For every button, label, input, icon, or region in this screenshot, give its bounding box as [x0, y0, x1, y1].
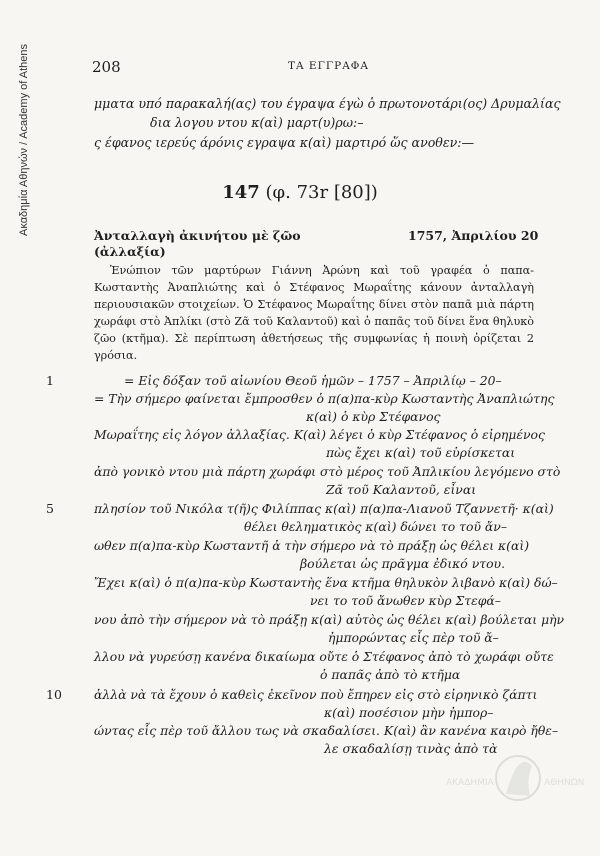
- document-summary: Ἐνώπιον τῶν μαρτύρων Γιάννη Ἀρώνη καὶ τοῦ γραφέα ὁ παπα-Κωσταντὴς Ἀναπλιώτης καὶ ὁ Στέφανος Μωραΐτης κάνουν ἀνταλλαγὴ περιουσιακῶν στοιχείων. Ὁ Στέφανος Μωραΐτης δίνει στὸν παπᾶ μιὰ πάρτη χωράφι στὸ Ἀπλίκι (στὸ Ζᾶ τοῦ Καλαντοῦ) καὶ ὁ παπᾶς τοῦ δίνει ἕνα θηλυκὸ ζῶο (κτῆμα). Σὲ περίπτωση ἀθετήσεως τῆς συμφωνίας ἡ ποινὴ ὁρίζεται 2 γρόσια.: [94, 264, 534, 362]
- text-line: κ(αὶ) ποσέσιον μὴν ἠμπορ–: [324, 705, 494, 720]
- document-folio-ref: (φ. 73r [80]): [265, 182, 378, 203]
- academy-watermark: [440, 730, 590, 830]
- text-line: = Τὴν σήμερο φαίνεται ἔμπροσθεν ὁ π(α)πα-κὺρ Κωσταντὴς Ἀναπλιώτης: [94, 391, 555, 406]
- line-number: 5: [46, 501, 54, 516]
- line-number: 10: [46, 687, 62, 702]
- text-line: Ζᾶ τοῦ Καλαντοῦ, εἶναι: [326, 482, 477, 497]
- text-line: λε σκαδαλίσῃ τινὰς ἀπὸ τὰ: [324, 741, 498, 756]
- line-number: 1: [46, 373, 54, 388]
- previous-tail-line: μματα υπό παρακαλή(ας) του έγραψα έγὼ ὁ πρωτονοτάρι(ος) Δρυμαλίας: [94, 96, 561, 111]
- text-line: Ἔχει κ(αὶ) ὁ π(α)πα-κὺρ Κωσταντὴς ἕνα κτῆμα θηλυκὸν λιβανὸ κ(αὶ) δώ–: [94, 575, 558, 590]
- text-line: ἀπὸ γονικὸ ντου μιὰ πάρτη χωράφι στὸ μέρος τοῦ Ἀπλικίου λεγόμενο στὸ: [94, 464, 561, 479]
- side-stamp: Ακαδημία Αθηνών / Academy of Athens: [18, 43, 30, 236]
- text-line: βούλεται ὡς πρᾶγμα ἐδικό ντου.: [300, 556, 506, 571]
- document-heading-title: Ἀνταλλαγὴ ἀκινήτου μὲ ζῶο: [94, 228, 301, 243]
- text-line: ώντας εἷς πὲρ τοῦ ἄλλου τως νὰ σκαδαλίσει. Κ(αὶ) ἂν κανένα καιρὸ ἤθε–: [94, 723, 559, 738]
- text-line: θέλει θεληματικὸς κ(αὶ) δώνει το τοῦ ἄν–: [244, 519, 508, 534]
- watermark-left-text: ΑΚΑΔΗΜΙΑ: [446, 778, 494, 788]
- text-line: ἀλλὰ νὰ τὰ ἔχουν ὁ καθεὶς ἐκεῖνον ποὺ ἔπηρεν εἰς στὸ εἰρηνικὸ ζάπτι: [94, 687, 538, 702]
- text-line: ὁ παπᾶς ἀπὸ τὸ κτῆμα: [320, 667, 461, 682]
- text-line: κ(αὶ) ὁ κὺρ Στέφανος: [306, 409, 441, 424]
- document-number: [0, 182, 600, 203]
- document-number-value: 147: [222, 182, 260, 203]
- text-line: νει το τοῦ ἄνωθεν κὺρ Στεφά–: [310, 593, 501, 608]
- text-line: πὼς ἔχει κ(αὶ) τοῦ εὑρίσκεται: [326, 445, 516, 460]
- running-head: ΤΑ ΕΓΓΡΑΦΑ: [288, 60, 369, 72]
- text-line: ἠμπορώντας εἷς πὲρ τοῦ ἄ–: [328, 630, 499, 645]
- text-line: = Εἰς δόξαν τοῦ αἰωνίου Θεοῦ ἡμῶν – 1757 – Ἀπριλίῳ – 20–: [124, 373, 502, 388]
- text-line: πλησίον τοῦ Νικόλα τ(ῆ)ς Φιλίππας κ(αὶ) π(α)πα-Λιανοῦ Τζαννετῆ· κ(αὶ): [94, 501, 554, 516]
- watermark-head-icon: [506, 762, 532, 796]
- text-line: Μωραΐτης εἰς λόγον ἀλλαξίας. Κ(αὶ) λέγει ὁ κὺρ Στέφανος ὁ εἰρημένος: [94, 427, 545, 442]
- text-line: λλου νὰ γυρεύσῃ κανένα δικαίωμα οὔτε ὁ Στέφανος ἀπὸ τὸ χωράφι οὔτε: [94, 649, 554, 664]
- text-line: ωθεν π(α)πα-κὺρ Κωσταντῆ ἀ τὴν σήμερο νὰ τὸ πράξῃ ὡς θέλει κ(αὶ): [94, 538, 530, 553]
- text-line: νου ἀπὸ τὴν σήμερον νὰ τὸ πράξῃ κ(αὶ) αὐτὸς ὡς θέλει κ(αὶ) βούλεται μὴν: [94, 612, 565, 627]
- previous-tail-line: δια λογου ντου κ(αὶ) μαρτ(υ)ρω:–: [150, 115, 364, 130]
- watermark-right-text: ΑΘΗΝΩΝ: [544, 778, 585, 788]
- page-number: 208: [92, 58, 121, 76]
- document-heading-date: 1757, Ἀπριλίου 20: [408, 228, 539, 243]
- previous-tail-line: ς έφανος ιερεύς άρόνις εγραψα κ(αὶ) μαρτιρό ὥς ανοθεν:—: [94, 135, 475, 150]
- document-heading-subtitle: (ἀλλαξία): [94, 244, 166, 259]
